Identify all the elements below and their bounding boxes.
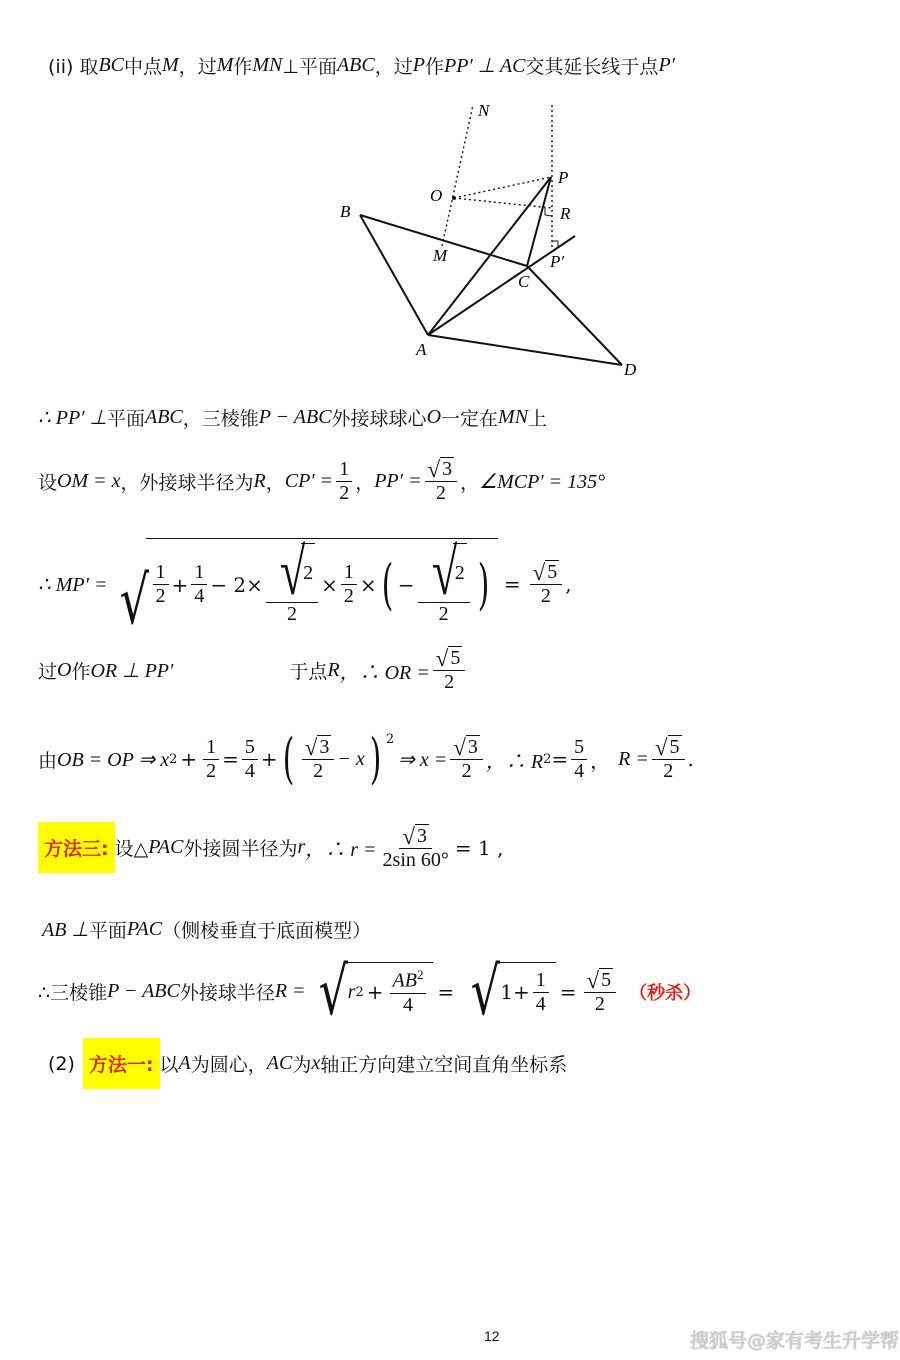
instant-kill-tag: （秒杀）	[629, 982, 702, 1004]
radical: √ 1+ $\frac{1}{4}$	[458, 962, 556, 1021]
line-mn	[442, 105, 473, 246]
right-angle-mark	[545, 208, 552, 216]
label-r: R	[560, 204, 571, 223]
radical: √ r 2 + $\frac{AB^2}{4}$	[306, 962, 434, 1021]
line-7: 方法三: 设△ PAC 外接圆半径为 r ，∴ r = √ 3 2sin 60° = 1 ,	[38, 822, 503, 873]
segment-or	[454, 198, 552, 208]
edge-ac-extension	[428, 236, 575, 335]
big-radical: √ $\frac{1}{2}$ + $\frac{1}{4}$ − 2× √ 2 2 × $\frac{1}{2}$ × ( − √ 2 2 )	[107, 538, 497, 630]
label-p-prime: P′	[550, 252, 565, 271]
label-a: A	[416, 340, 427, 359]
label-n: N	[478, 101, 490, 120]
edge-cd	[527, 266, 622, 365]
method-one-tag: 方法一:	[83, 1038, 160, 1089]
line-3: 设 OM = x ，外接球半径为 R ， CP′ = $\frac{1}{2}$ ， PP′ = √ 3 2 ， ∠MCP′ = 135°	[38, 457, 606, 505]
fraction: √ 3 2	[425, 457, 458, 505]
line-4: ∴ MP′ = √ $\frac{1}{2}$ + $\frac{1}{4}$ − 2× √ 2 2 × $\frac{1}{2}$ × ( − √ 2 2 ) = √ 5 2 ,	[38, 536, 572, 639]
label-m: M	[433, 246, 448, 265]
edge-ad	[428, 335, 622, 365]
line-5: 过 O 作 OR ⊥ PP′ 于点 R ，∴ OR = √ 5 2	[38, 646, 468, 694]
label-p: P	[558, 168, 569, 187]
edge-cp	[527, 177, 551, 266]
line-8: AB ⊥ 平面 PAC （侧棱垂直于底面模型）	[42, 918, 372, 942]
label-o: O	[430, 186, 443, 205]
method-three-tag: 方法三:	[38, 822, 115, 873]
watermark: 搜狐号@家有考生升学帮	[690, 1330, 900, 1352]
label-b: B	[340, 202, 351, 221]
fraction: $\frac{1}{2}$	[336, 458, 352, 505]
geometry-figure	[330, 95, 660, 385]
line-6: 由 OB = OP ⇒ x 2 + $\frac{1}{2}$ = $\frac{5}{4}$ + ( √ 3 2 − x ) 2 ⇒ x = √ 3 2 ，∴ R 2 = $\frac{5}{4}$ ， R = √ 5 2 .	[38, 727, 694, 790]
line-2: ∴ PP′ ⊥ 平面 ABC ，三棱锥 P − ABC 外接球球心 O 一定在 MN 上	[38, 406, 548, 430]
line-10: (2) 方法一: 以 A 为圆心， AC 为 x 轴正方向建立空间直角坐标系	[48, 1038, 567, 1089]
label-d: D	[624, 360, 637, 379]
page-number: 12	[484, 1328, 500, 1344]
line-9: ∴三棱锥 P − ABC 外接球半径 R = √ r 2 + $\frac{AB^2}{4}$ = √ 1+ $\frac{1}{4}$ = √ 5 2 （秒杀）	[38, 953, 702, 1030]
line-1: (ii) 取 BC 中点 M ，过 M 作 MN ⊥平面 ABC ，过 P 作 PP′ ⊥ AC 交其延长线于点 P′	[48, 54, 676, 78]
point-o	[452, 196, 456, 200]
label-c: C	[518, 272, 530, 291]
